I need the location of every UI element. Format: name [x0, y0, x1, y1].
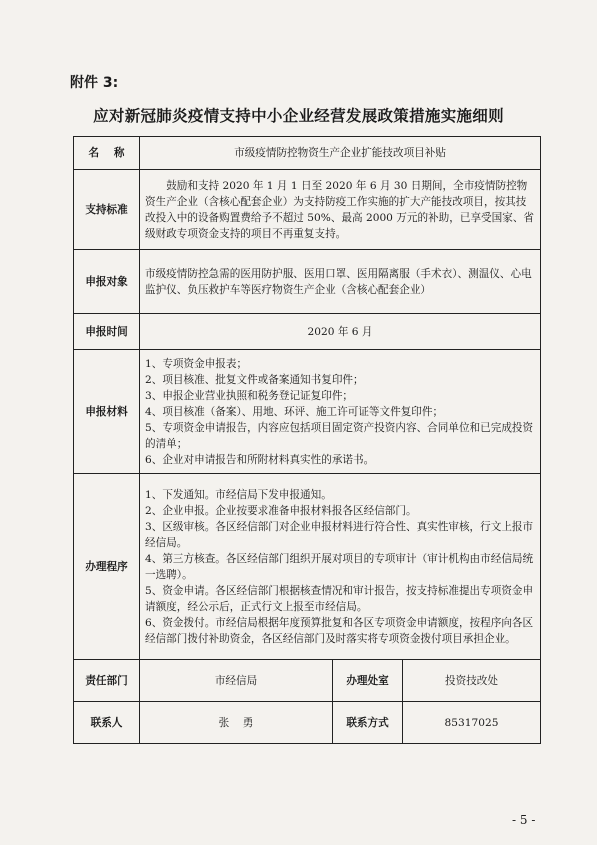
row-procedure [74, 474, 541, 660]
list-item: 6、企业对申请报告和所附材料真实性的承诺书。 [145, 453, 375, 466]
list-item: 3、区级审核。各区经信部门对企业申报材料进行符合性、真实性审核，行文上报市经信局。 [145, 520, 534, 549]
page-number: - 5 - [512, 813, 536, 827]
value-dept: 市经信局 [140, 660, 333, 702]
list-item: 1、下发通知。市经信局下发申报通知。 [145, 488, 332, 501]
list-item: 6、资金拨付。市经信局根据年度预算批复和各区专项资金申请额度，按程序向各区经信部门拨付补助资金，各区经信部门及时落实将专项资金拨付项目承担企业。 [145, 616, 534, 645]
document-title: 应对新冠肺炎疫情支持中小企业经营发展政策措施实施细则 [93, 107, 504, 125]
list-item: 2、项目核准、批复文件或备案通知书复印件； [145, 373, 364, 386]
row-standard [74, 170, 541, 250]
attachment-label: 附件 3: [70, 75, 119, 91]
row-time [74, 314, 541, 350]
list-item: 4、项目核准（备案）、用地、环评、施工许可证等文件复印件； [145, 405, 444, 418]
label-standard: 支持标准 [74, 170, 140, 250]
list-item: 1、专项资金申报表； [145, 357, 248, 370]
value-name: 市级疫情防控物资生产企业扩能技改项目补贴 [140, 137, 541, 170]
label-dept: 责任部门 [74, 660, 140, 702]
value-standard [140, 170, 541, 250]
row-contact [74, 702, 541, 744]
value-procedure [140, 474, 541, 660]
row-target [74, 250, 541, 314]
label-contact: 联系人 [74, 702, 140, 744]
value-office: 投资技改处 [403, 660, 541, 702]
list-item: 2、企业申报。企业按要求准备申报材料报各区经信部门。 [145, 504, 417, 517]
policy-table [73, 136, 541, 744]
label-procedure: 办理程序 [74, 474, 140, 660]
value-materials [140, 350, 541, 474]
label-target: 申报对象 [74, 250, 140, 314]
label-phone: 联系方式 [333, 702, 403, 744]
value-time: 2020 年 6 月 [140, 314, 541, 350]
label-name: 名 称 [74, 137, 140, 170]
list-item: 5、资金申请。各区经信部门根据核查情况和审计报告，按支持标准提出专项资金申请额度，经公示后，正式行文上报至市经信局。 [145, 584, 534, 613]
list-item: 4、第三方核查。各区经信部门组织开展对项目的专项审计（审计机构由市经信局统一选聘）。 [145, 552, 534, 581]
label-materials: 申报材料 [74, 350, 140, 474]
row-dept [74, 660, 541, 702]
value-contact: 张 勇 [140, 702, 333, 744]
list-item: 5、专项资金申请报告，内容应包括项目固定资产投资内容、合同单位和已完成投资的清单； [145, 421, 534, 450]
value-phone: 85317025 [403, 702, 541, 744]
label-office: 办理处室 [333, 660, 403, 702]
row-name [74, 137, 541, 170]
value-target: 市级疫情防控急需的医用防护服、医用口罩、医用隔离服（手术衣）、测温仪、心电监护仪、负压救护车等医疗物资生产企业（含核心配套企业） [140, 250, 541, 314]
label-time: 申报时间 [74, 314, 140, 350]
row-materials [74, 350, 541, 474]
list-item: 3、申报企业营业执照和税务登记证复印件； [145, 389, 354, 402]
standard-text: 鼓励和支持 2020 年 1 月 1 日至 2020 年 6 月 30 日期间，全市疫情防控物资生产企业（含核心配套企业）为支持防疫工作实施的扩大产能技改项目，按其技改投入中的设备购置费给予不超过 50%、最高 2000 万元的补助，已享受国家、省级财政专项资金支持的项目不再重复支持。 [145, 179, 535, 240]
